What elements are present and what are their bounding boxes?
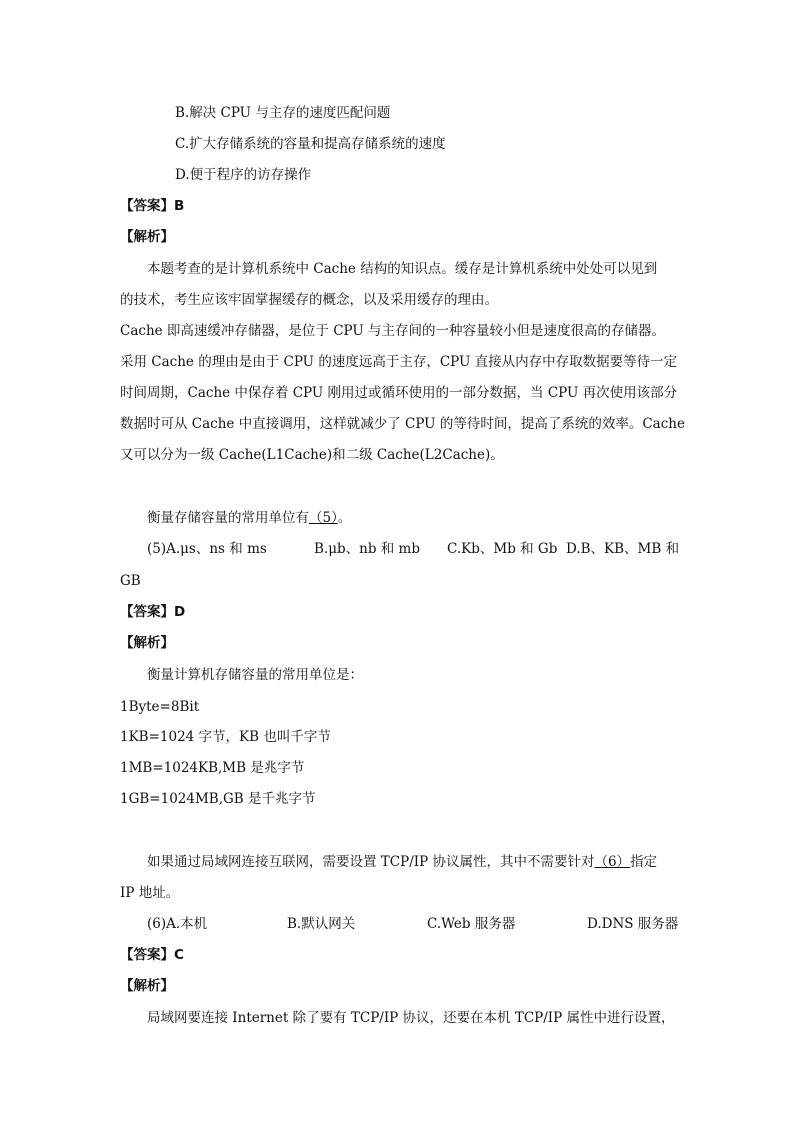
q5-option-c: C.Kb、Mb 和 Gb: [447, 541, 558, 557]
q6-option-d: D.DNS 服务器: [587, 916, 679, 932]
q4-analysis-line: 数据时可从 Cache 中直接调用，这样就减少了 CPU 的等待时间，提高了系统的效率。Cache: [120, 416, 685, 432]
q6-question-text: 如果通过局域网连接互联网，需要设置 TCP/IP 协议属性，其中不需要针对: [147, 854, 595, 870]
answer-value: C: [174, 947, 184, 963]
q5-option-d: D.B、KB、MB 和: [566, 541, 680, 557]
q6-question-line2: IP 地址。: [120, 885, 180, 901]
q4-option-b: B.解决 CPU 与主存的速度匹配问题: [175, 105, 391, 121]
q5-blank: （5）: [309, 510, 338, 526]
q5-option-b: B.μb、nb 和 mb: [314, 541, 420, 557]
q4-answer: [120, 197, 184, 215]
q6-option-a: (6)A.本机: [147, 916, 208, 932]
q5-analysis-label: 【解析】: [120, 635, 174, 651]
answer-label: 【答案】: [120, 604, 174, 620]
q5-answer: [120, 603, 185, 621]
q5-question-text: 衡量存储容量的常用单位有: [147, 510, 309, 526]
q4-analysis-line: 时间周期，Cache 中保存着 CPU 刚用过或循环使用的一部分数据，当 CPU 再次使用该部分: [120, 385, 678, 401]
answer-value: D: [174, 604, 186, 620]
q5-unit-line: 1GB=1024MB,GB 是千兆字节: [120, 791, 316, 807]
q4-analysis-line: 的技术，考生应该牢固掌握缓存的概念，以及采用缓存的理由。: [120, 292, 498, 308]
q6-analysis-line: 局域网要连接 Internet 除了要有 TCP/IP 协议，还要在本机 TCP/IP 属性中进行设置，: [147, 1010, 675, 1026]
q4-analysis-line: 采用 Cache 的理由是由于 CPU 的速度远高于主存，CPU 直接从内存中存取数据要等待一定: [120, 354, 678, 370]
q4-option-d: D.便于程序的访存操作: [175, 167, 312, 183]
answer-value: B: [174, 198, 185, 214]
answer-label: 【答案】: [120, 947, 174, 963]
q5-unit-line: 1MB=1024KB,MB 是兆字节: [120, 760, 305, 776]
q6-blank: （6）: [594, 854, 631, 870]
q5-analysis-intro: 衡量计算机存储容量的常用单位是：: [147, 667, 363, 683]
q4-analysis-label: 【解析】: [120, 229, 174, 245]
q6-question: [147, 853, 657, 871]
q5-option-d-cont: GB: [120, 573, 141, 589]
q4-analysis-line: Cache 即高速缓冲存储器，是位于 CPU 与主存间的一种容量较小但是速度很高的存储器。: [120, 323, 666, 339]
q4-analysis-line: 又可以分为一级 Cache(L1Cache)和二级 Cache(L2Cache)。: [120, 447, 504, 463]
q5-option-a: (5)A.μs、ns 和 ms: [147, 541, 267, 557]
q5-unit-line: 1KB=1024 字节，KB 也叫千字节: [120, 729, 331, 745]
q6-analysis-label: 【解析】: [120, 978, 174, 994]
q6-answer: [120, 946, 184, 964]
q6-question-suffix: 指定: [630, 854, 658, 870]
q5-unit-line: 1Byte=8Bit: [120, 699, 200, 715]
q4-analysis-line: 本题考查的是计算机系统中 Cache 结构的知识点。缓存是计算机系统中处处可以见到: [147, 261, 658, 277]
q5-question-suffix: 。: [337, 510, 352, 526]
q5-question: [147, 509, 351, 527]
q6-option-c: C.Web 服务器: [427, 916, 516, 932]
q4-option-c: C.扩大存储系统的容量和提高存储系统的速度: [175, 136, 446, 152]
answer-label: 【答案】: [120, 198, 174, 214]
q6-option-b: B.默认网关: [287, 916, 356, 932]
